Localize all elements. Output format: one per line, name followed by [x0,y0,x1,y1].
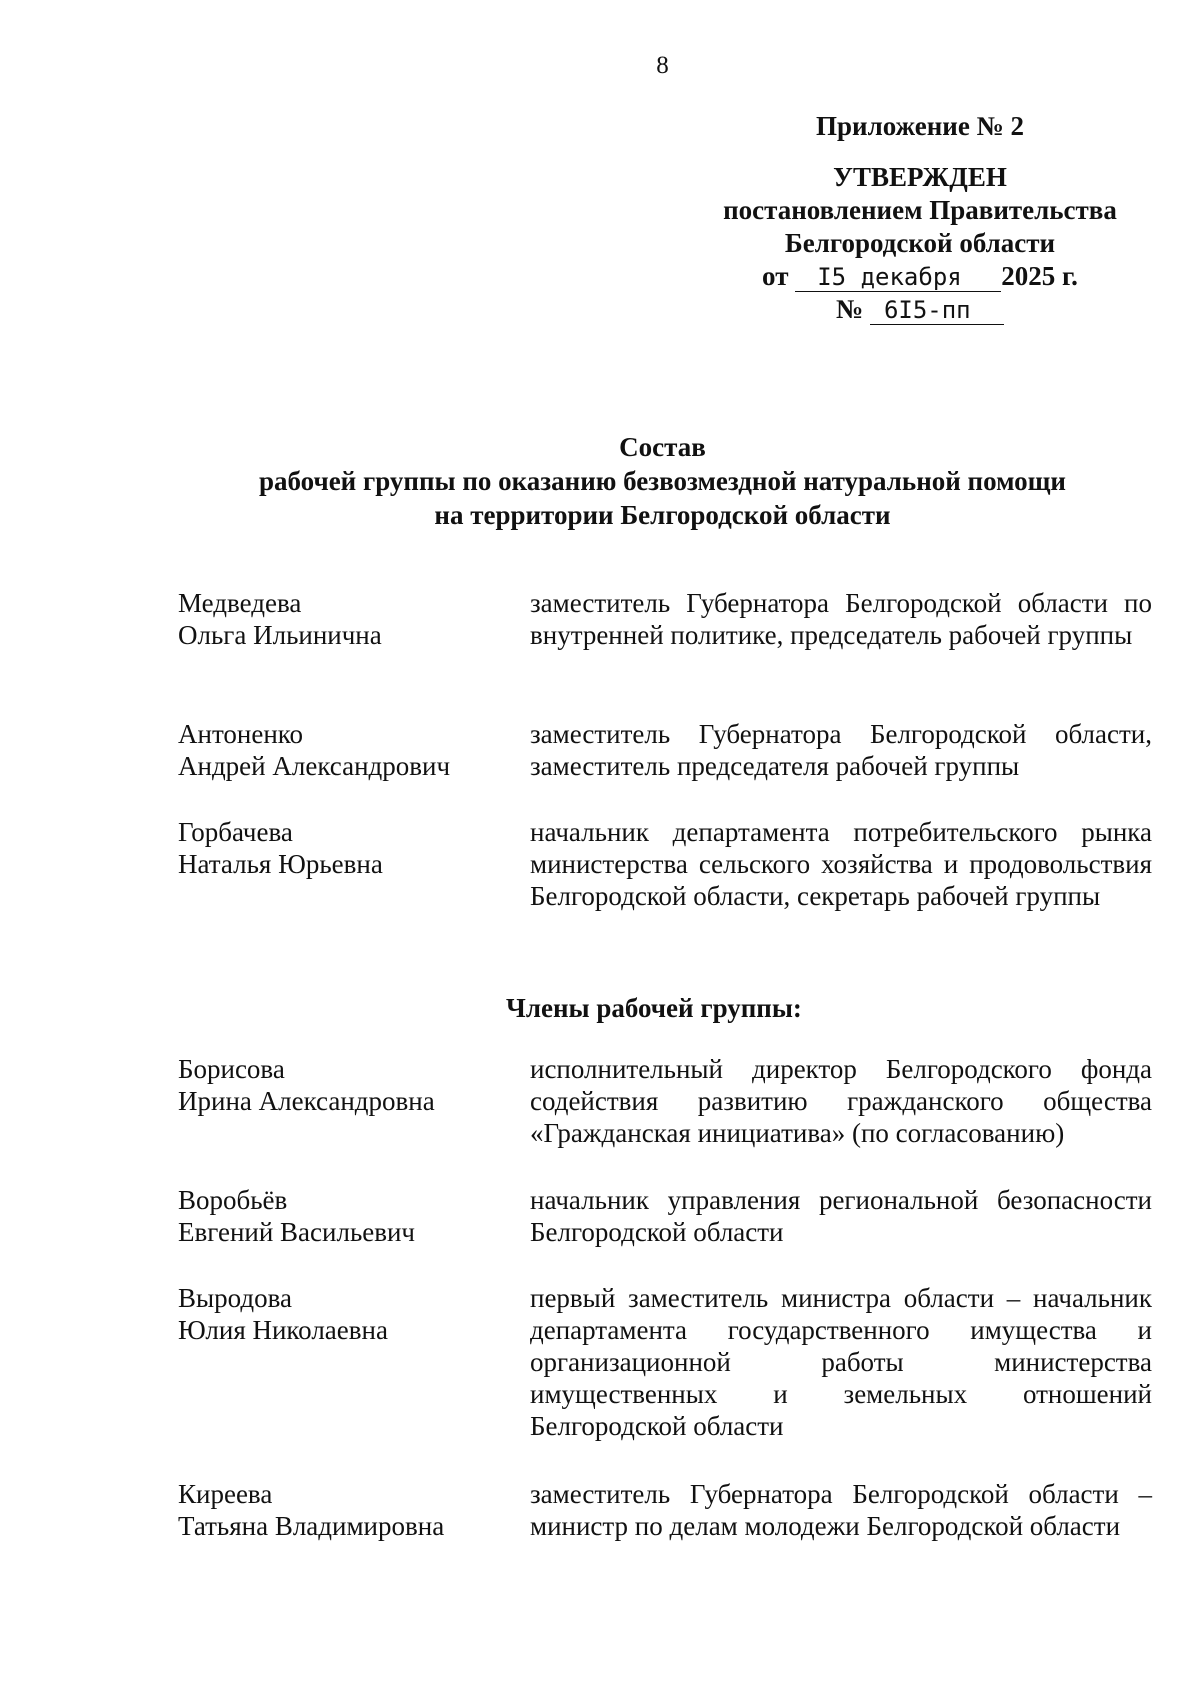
approval-date-year: 2025 г. [1001,261,1078,291]
approval-date-line [680,260,1160,293]
person-name [178,718,508,782]
title-line-3: на территории Белгородской области [434,500,891,530]
approved-label: УТВЕРЖДЕН [833,162,1007,192]
approval-date-value: I5 декабря [795,263,1001,292]
person-surname: Медведева [178,588,302,618]
person-surname: Горбачева [178,817,293,847]
approved-region-line: Белгородской области [784,228,1056,258]
person-position: исполнительный директор Белгородского фонда содействия развитию гражданского общества «Гражданская инициатива» (по согласованию) [530,1054,1152,1148]
person-name [178,1053,508,1117]
person-given-names: Ольга Ильинична [178,620,382,650]
person-position: заместитель Губернатора Белгородской области, заместитель председателя рабочей группы [530,719,1152,781]
person-surname: Воробьёв [178,1185,288,1215]
number-prefix: № [836,294,864,324]
person-surname: Антоненко [178,719,304,749]
date-prefix: от [762,261,789,291]
person-surname: Выродова [178,1283,292,1313]
person-position: начальник управления региональной безопасности Белгородской области [530,1185,1152,1247]
person-name [178,1282,508,1346]
title-line-2: рабочей группы по оказанию безвозмездной натуральной помощи [259,466,1066,496]
person-position: начальник департамента потребительского рынка министерства сельского хозяйства и продовольствия Белгородской области, секретарь рабочей группы [530,817,1152,911]
page-number: 8 [656,52,669,79]
person-given-names: Наталья Юрьевна [178,849,383,879]
title-line-1: Состав [619,432,706,462]
person-position: первый заместитель министра области – начальник департамента государственного имущества и организационной работы министерства имущественных и земельных отношений Белгородской области [530,1283,1152,1441]
document-title [0,430,1200,532]
approval-number-value: 6I5-пп [870,296,1004,325]
person-given-names: Юлия Николаевна [178,1315,388,1345]
person-name [178,1478,508,1542]
person-name [178,816,508,880]
person-given-names: Татьяна Владимировна [178,1511,445,1541]
person-name [178,587,508,651]
members-heading: Члены рабочей группы: [506,993,802,1023]
person-given-names: Андрей Александрович [178,751,451,781]
person-given-names: Ирина Александровна [178,1086,435,1116]
approval-number-line [680,293,1160,326]
person-name [178,1184,508,1248]
approved-by-line: постановлением Правительства [723,195,1117,225]
person-position: заместитель Губернатора Белгородской области – министр по делам молодежи Белгородской области [530,1479,1152,1541]
approval-block [680,110,1160,326]
person-surname: Борисова [178,1054,285,1084]
person-position: заместитель Губернатора Белгородской области по внутренней политике, председатель рабочей группы [530,588,1152,650]
person-given-names: Евгений Васильевич [178,1217,416,1247]
annex-label: Приложение № 2 [816,111,1024,141]
person-surname: Киреева [178,1479,273,1509]
